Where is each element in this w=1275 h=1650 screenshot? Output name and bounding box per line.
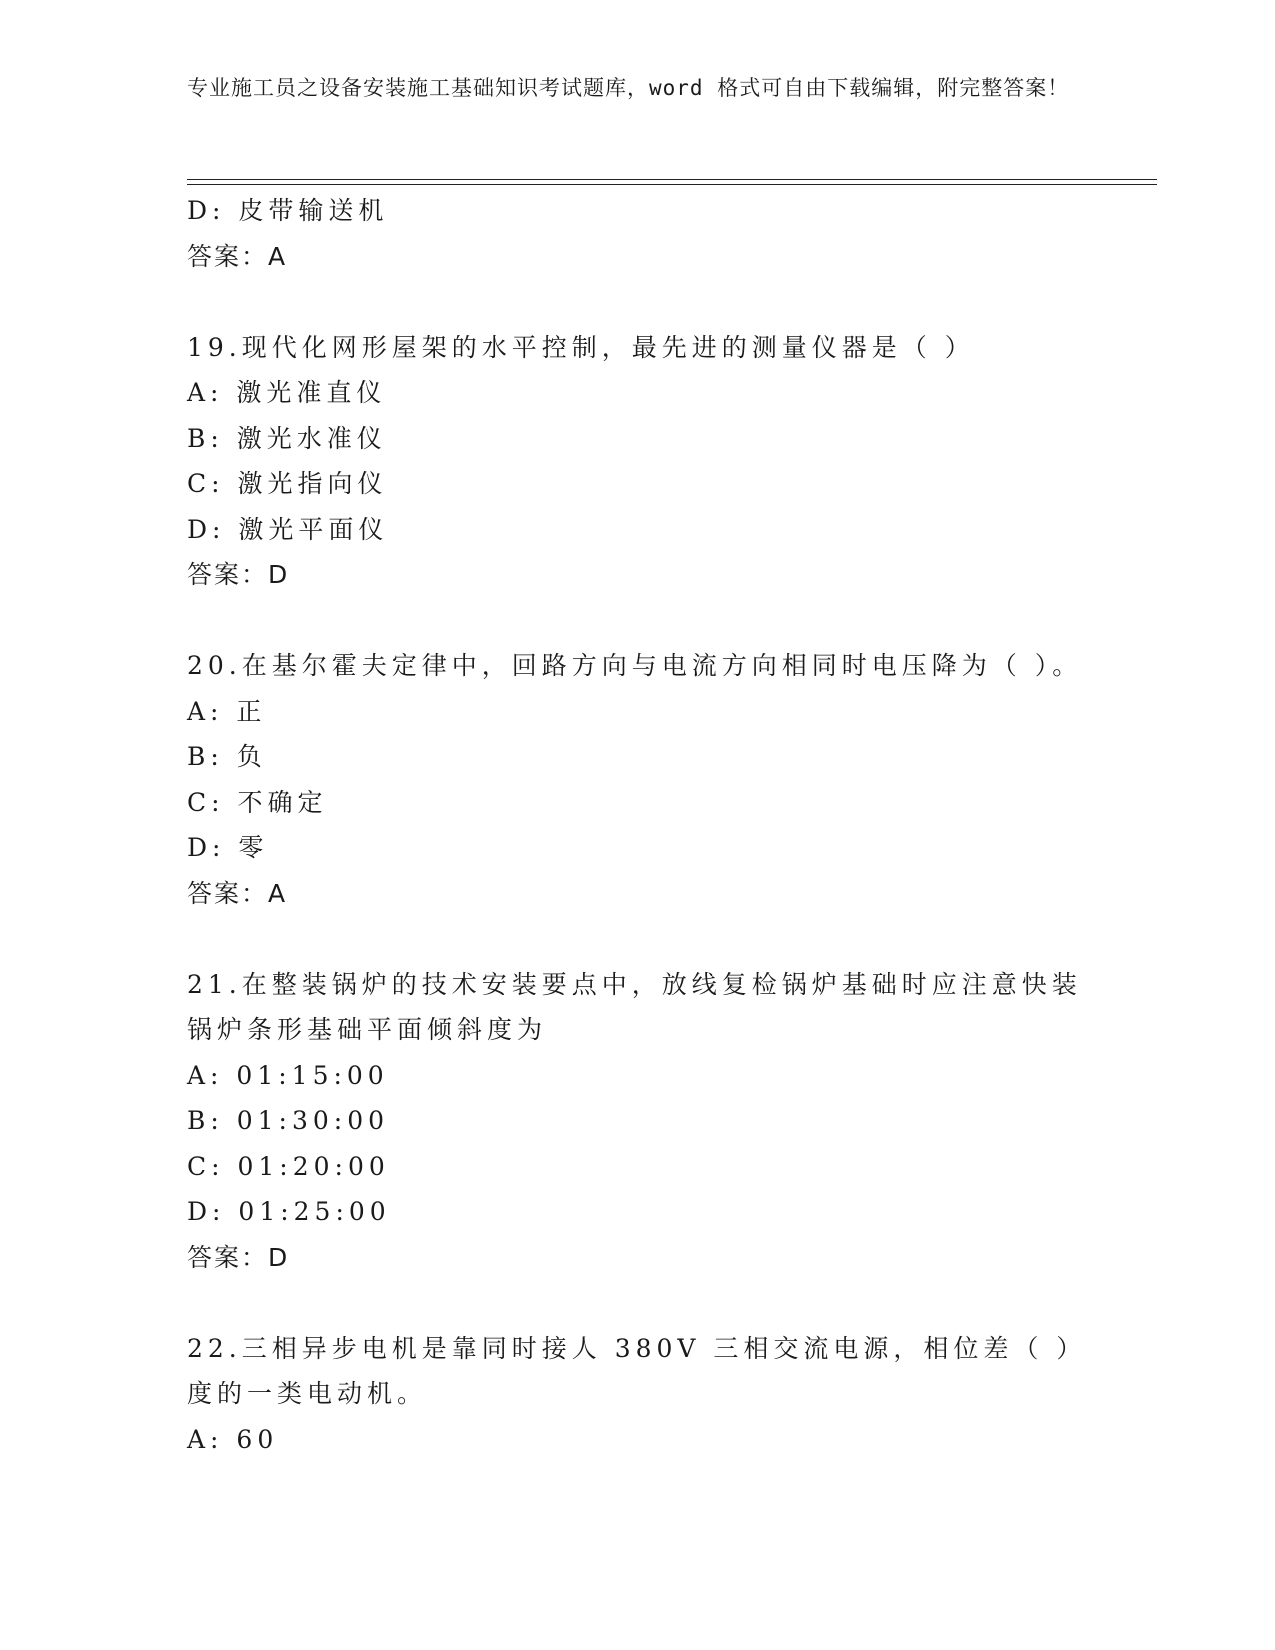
option-c: C: 01:20:00 [187,1151,390,1181]
option-b: B: 01:30:00 [187,1106,390,1135]
spacer [187,916,1107,962]
option-c: C: 激光指向仪 [187,469,388,498]
option-d: D: 01:25:00 [187,1197,391,1226]
option-a: A: 60 [187,1424,279,1454]
answer-line: 答案：A [187,878,288,908]
question-stem: 21.在整装锅炉的技术安装要点中，放线复检锅炉基础时应注意快装锅炉条形基础平面倾斜度为 [187,969,1082,1044]
spacer [187,1280,1107,1326]
question-22 [187,1326,1107,1463]
option-b: B: 负 [187,742,267,771]
header-rule-thick [187,179,1157,180]
question-21 [187,962,1107,1281]
answer-line: 答案：D [187,560,290,589]
page-header-title: 专业施工员之设备安装施工基础知识考试题库，word 格式可自由下载编辑，附完整答案！ [187,76,1070,100]
question-stem: 22.三相异步电机是靠同时接人 380V 三相交流电源，相位差（ ）度的一类电动机。 [187,1333,1087,1408]
spacer [187,598,1107,644]
option-d: D: 激光平面仪 [187,514,389,544]
question-stem: 20.在基尔霍夫定律中，回路方向与电流方向相同时电压降为（ ）。 [187,651,1083,680]
option-a: A: 正 [187,696,267,726]
option-b: B: 激光水准仪 [187,423,387,453]
question-20 [187,643,1107,916]
question-19 [187,325,1107,598]
answer-line: 答案：A [187,241,288,271]
option-d: D: 皮带输送机 [187,196,389,225]
question-stem: 19.现代化网形屋架的水平控制，最先进的测量仪器是（ ） [187,332,975,362]
header-rule-thin [187,184,1157,185]
question-content [187,188,1107,1462]
option-c: C: 不确定 [187,787,328,817]
option-a: A: 激光准直仪 [187,378,387,407]
option-a: A: 01:15:00 [187,1060,389,1090]
spacer [187,279,1107,325]
answer-line: 答案：D [187,1242,290,1272]
option-d: D: 零 [187,833,269,862]
